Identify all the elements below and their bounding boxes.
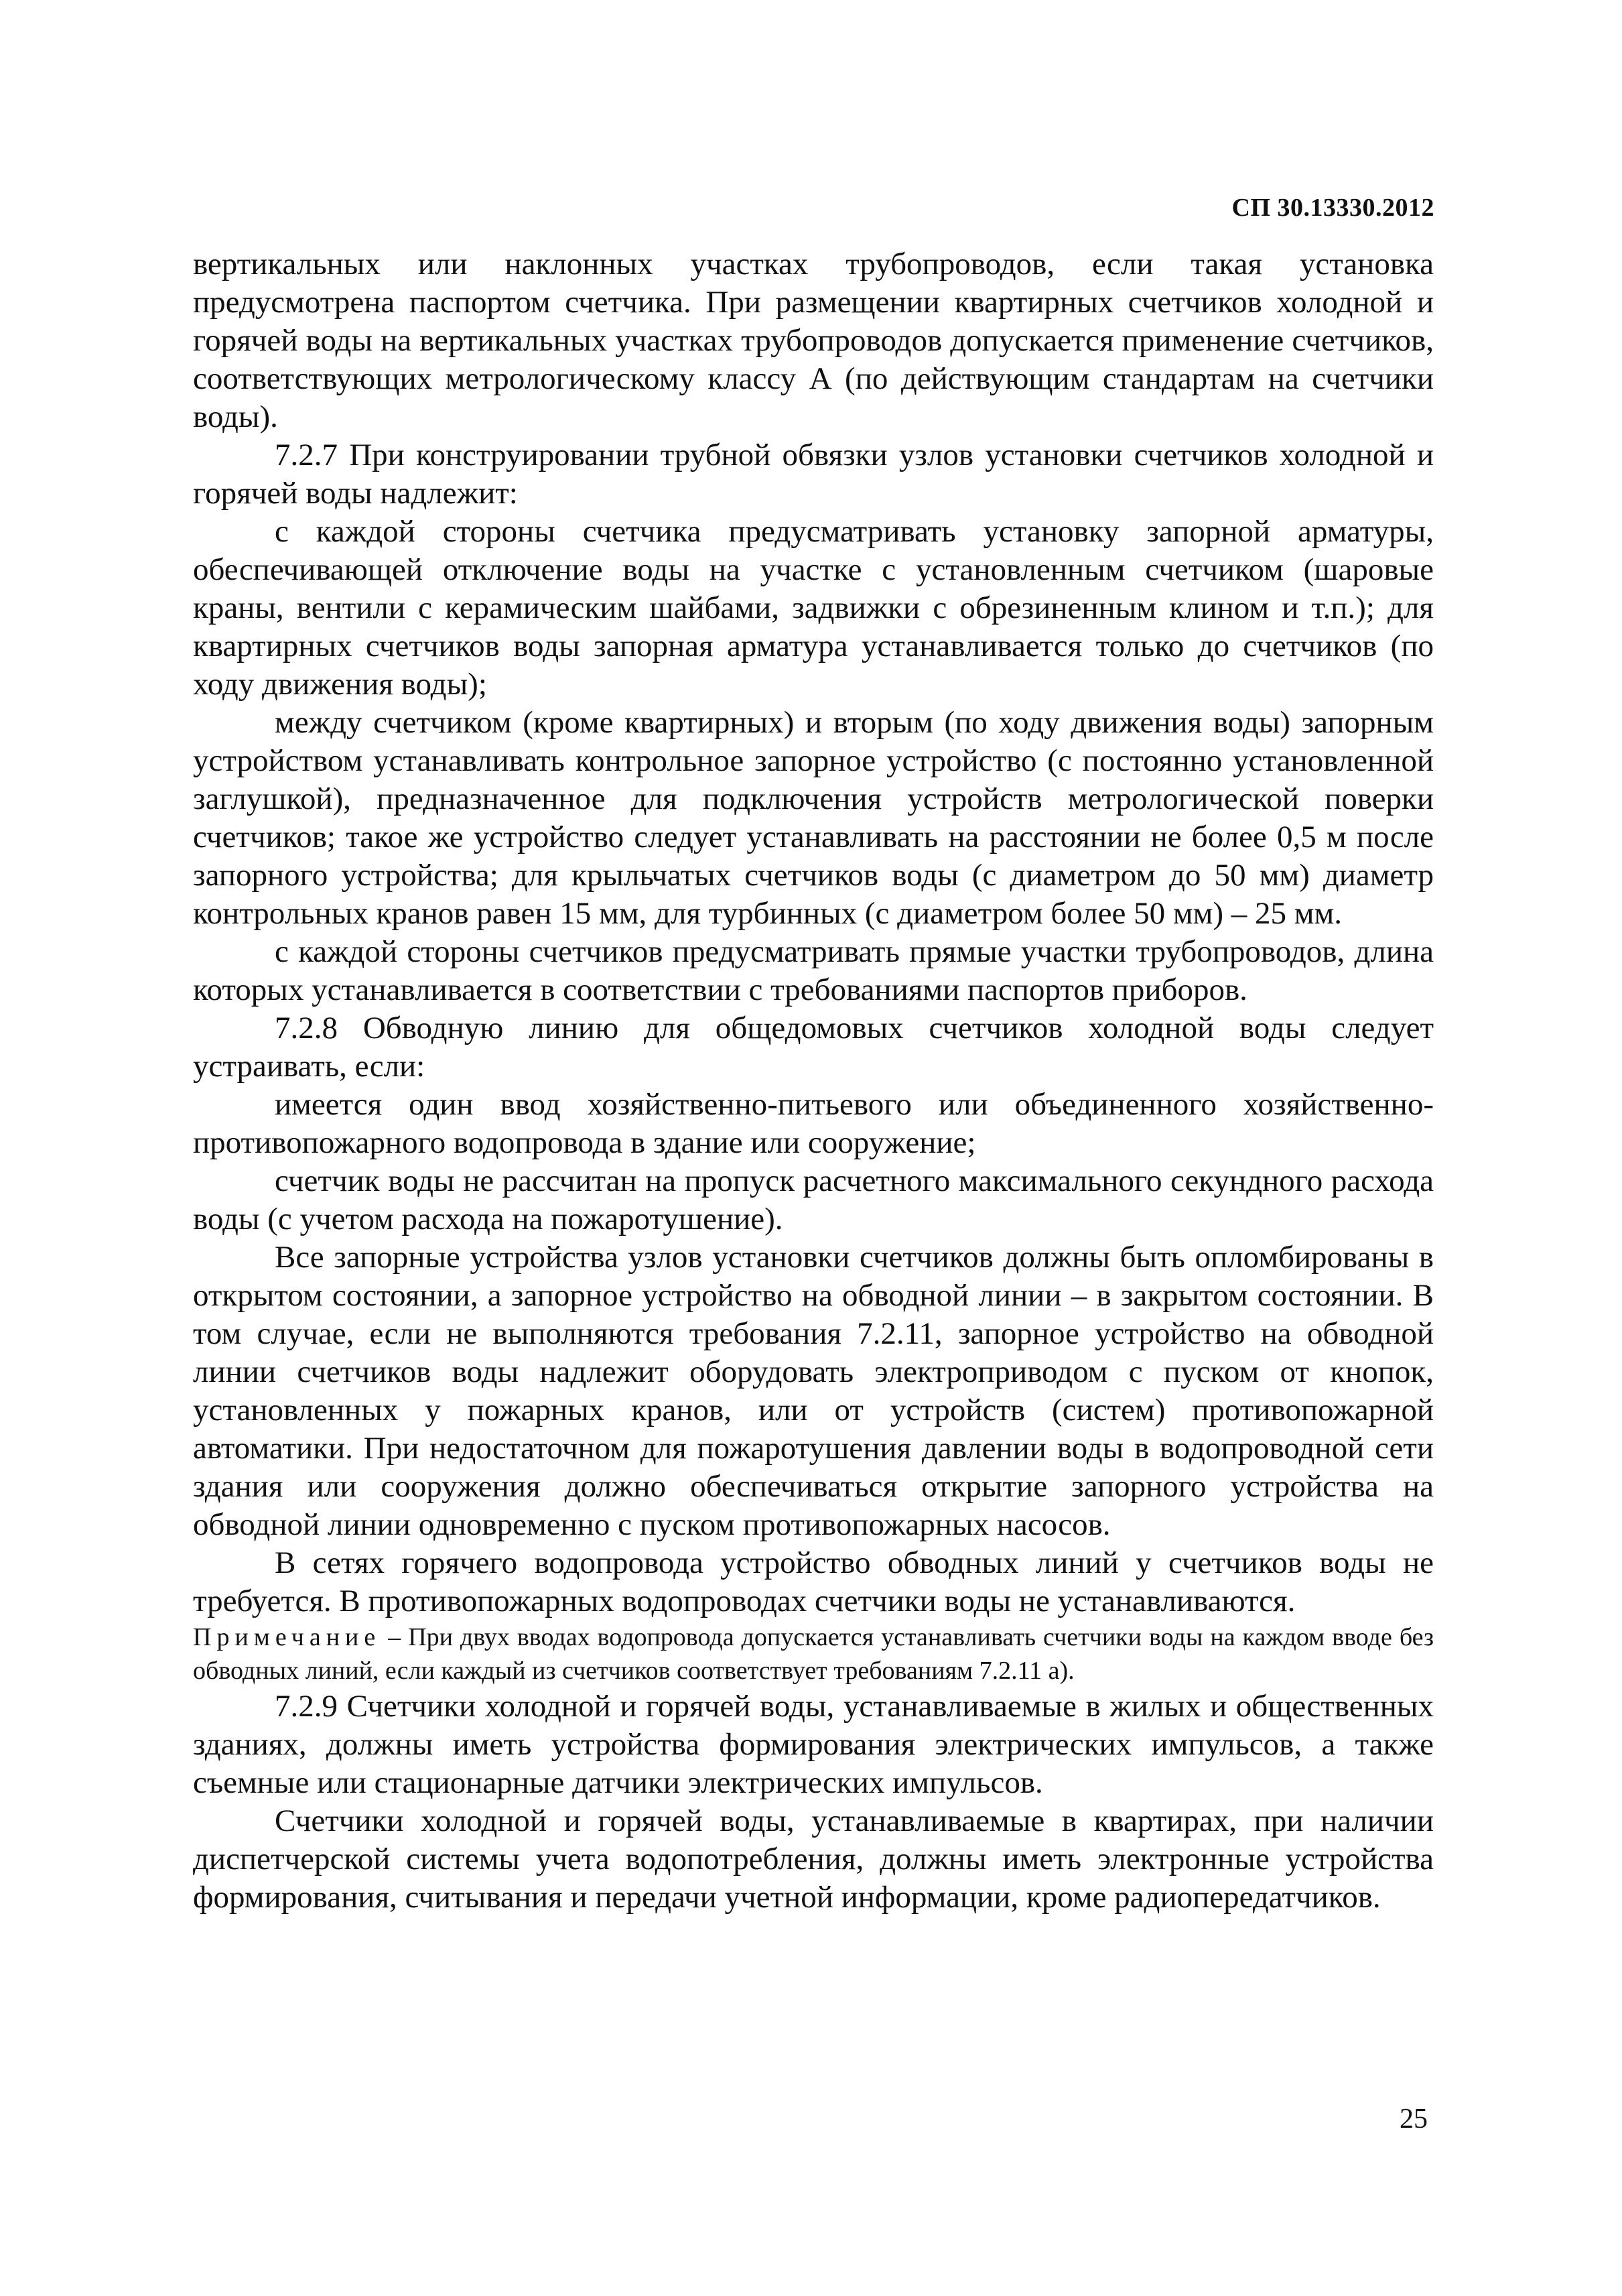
- section-7-2-7: 7.2.7 При конструировании трубной обвязки узлов установки счетчиков холодной и горячей воды надлежит:: [193, 438, 1434, 511]
- paragraph: Счетчики холодной и горячей воды, устанавливаемые в квартирах, при наличии диспетчерской системы учета водопотребления, должны иметь электронные устройства формирования, считывания и передачи учетной информации, кроме радиопередатчиков.: [193, 1803, 1434, 1915]
- paragraph: между счетчиком (кроме квартирных) и вторым (по ходу движения воды) запорным устройством устанавливать контрольное запорное устройство (с постоянно установленной заглушкой), предназначенное для подключения устройств метрологической поверки счетчиков; такое же устройство следует устанавливать на расстоянии не более 0,5 м после запорного устройства; для крыльчатых счетчиков воды (с диаметром до 50 мм) диаметр контрольных кранов равен 15 мм, для турбинных (с диаметром более 50 мм) – 25 мм.: [193, 705, 1434, 931]
- paragraph: счетчик воды не рассчитан на пропуск расчетного максимального секундного расхода воды (с учетом расхода на пожаротушение).: [193, 1163, 1434, 1236]
- note-text: – При двух вводах водопровода допускается устанавливать счетчики воды на каждом вводе без обводных линий, если каждый из счетчиков соответствует требованиям 7.2.11 а).: [193, 1623, 1434, 1685]
- section-7-2-8: 7.2.8 Обводную линию для общедомовых счетчиков холодной воды следует устраивать, если:: [193, 1011, 1434, 1084]
- note: [193, 1620, 1434, 1687]
- body-text: [193, 245, 1434, 1917]
- paragraph: вертикальных или наклонных участках трубопроводов, если такая установка предусмотрена паспортом счетчика. При размещении квартирных счетчиков холодной и горячей воды на вертикальных участках трубопроводов допускается применение счетчиков, соответствующих метрологическому классу А (по действующим стандартам на счетчики воды).: [193, 247, 1434, 434]
- paragraph: В сетях горячего водопровода устройство обводных линий у счетчиков воды не требуется. В противопожарных водопроводах счетчики воды не устанавливаются.: [193, 1545, 1434, 1618]
- section-7-2-9: 7.2.9 Счетчики холодной и горячей воды, устанавливаемые в жилых и общественных зданиях, должны иметь устройства формирования электрических импульсов, а также съемные или стационарные датчики электрических импульсов.: [193, 1689, 1434, 1800]
- paragraph: с каждой стороны счетчика предусматривать установку запорной арматуры, обеспечивающей отключение воды на участке с установленным счетчиком (шаровые краны, вентили с керамическим шайбами, задвижки с обрезиненным клином и т.п.); для квартирных счетчиков воды запорная арматура устанавливается только до счетчиков (по ходу движения воды);: [193, 514, 1434, 702]
- paragraph: имеется один ввод хозяйственно-питьевого или объединенного хозяйственно-противопожарного водопровода в здание или сооружение;: [193, 1087, 1434, 1160]
- page-number: 25: [1400, 2104, 1428, 2134]
- paragraph: с каждой стороны счетчиков предусматривать прямые участки трубопроводов, длина которых устанавливается в соответствии с требованиями паспортов приборов.: [193, 934, 1434, 1007]
- note-label: Примечание: [193, 1623, 381, 1651]
- document-code: СП 30.13330.2012: [1231, 194, 1434, 222]
- paragraph: Все запорные устройства узлов установки счетчиков должны быть опломбированы в открытом состоянии, а запорное устройство на обводной линии – в закрытом состоянии. В том случае, если не выполняются требования 7.2.11, запорное устройство на обводной линии счетчиков воды надлежит оборудовать электроприводом с пуском от кнопок, установленных у пожарных кранов, или от устройств (систем) противопожарной автоматики. При недостаточном для пожаротушения давлении воды в водопроводной сети здания или сооружения должно обеспечиваться открытие запорного устройства на обводной линии одновременно с пуском противопожарных насосов.: [193, 1240, 1434, 1542]
